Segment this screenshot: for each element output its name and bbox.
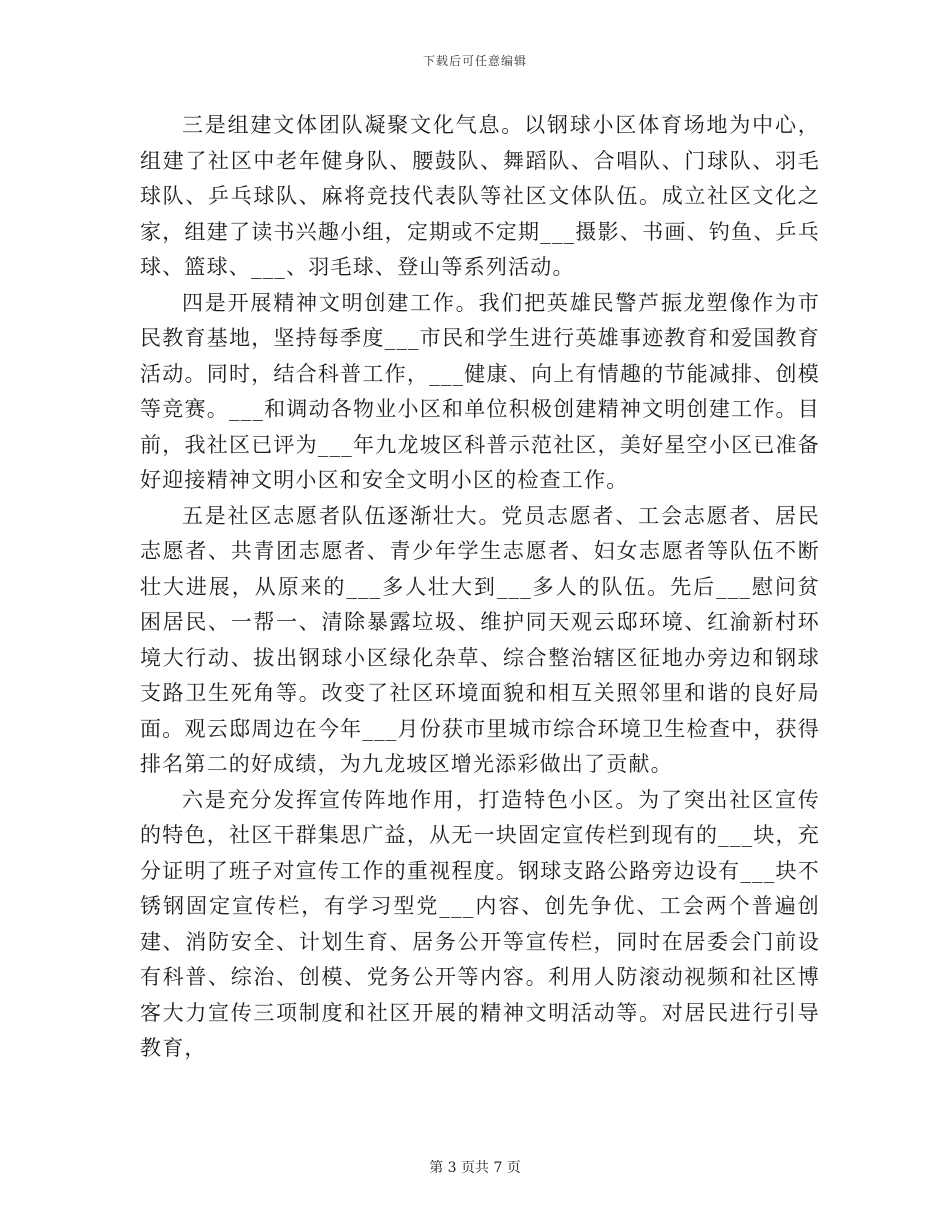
document-body <box>140 108 820 1067</box>
paragraph-culture-teams: 三是组建文体团队凝聚文化气息。以钢球小区体育场地为中心，组建了社区中老年健身队、腰鼓队、舞蹈队、合唱队、门球队、羽毛球队、乒乓球队、麻将竞技代表队等社区文体队伍。成立社区文化之家，组建了读书兴趣小组，定期或不定期___摄影、书画、钓鱼、乒乓球、篮球、___、羽毛球、登山等系列活动。 <box>140 113 820 279</box>
page-footer: 第 3 页共 7 页 <box>429 1160 521 1176</box>
page-header: 下载后可任意编辑 <box>422 54 527 68</box>
paragraph-civilization-work: 四是开展精神文明创建工作。我们把英雄民警芦振龙塑像作为市民教育基地，坚持每季度___市民和学生进行英雄事迹教育和爱国教育活动。同时，结合科普工作，___健康、向上有情趣的节能减排、创模等竞赛。___和调动各物业小区和单位积极创建精神文明创建工作。目前，我社区已评为___年九龙坡区科普示范社区，美好星空小区已准备好迎接精神文明小区和安全文明小区的检查工作。 <box>140 290 820 492</box>
paragraph-volunteers: 五是社区志愿者队伍逐渐壮大。党员志愿者、工会志愿者、居民志愿者、共青团志愿者、青少年学生志愿者、妇女志愿者等队伍不断壮大进展，从原来的___多人壮大到___多人的队伍。先后___慰问贫困居民、一帮一、清除暴露垃圾、维护同天观云邸环境、红渝新村环境大行动、拔出钢球小区绿化杂草、综合整治辖区征地办旁边和钢球支路卫生死角等。改变了社区环境面貌和相互关照邻里和谐的良好局面。观云邸周边在今年___月份获市里城市综合环境卫生检查中，获得排名第二的好成绩，为九龙坡区增光添彩做出了贡献。 <box>140 503 820 776</box>
paragraph-publicity: 六是充分发挥宣传阵地作用，打造特色小区。为了突出社区宣传的特色，社区干群集思广益，从无一块固定宣传栏到现有的___块，充分证明了班子对宣传工作的重视程度。钢球支路公路旁边设有___块不锈钢固定宣传栏，有学习型党___内容、创先争优、工会两个普遍创建、消防安全、计划生育、居务公开等宣传栏，同时在居委会门前设有科普、综治、创模、党务公开等内容。利用人防滚动视频和社区博客大力宣传三项制度和社区开展的精神文明活动等。对居民进行引导教育， <box>140 787 820 1060</box>
